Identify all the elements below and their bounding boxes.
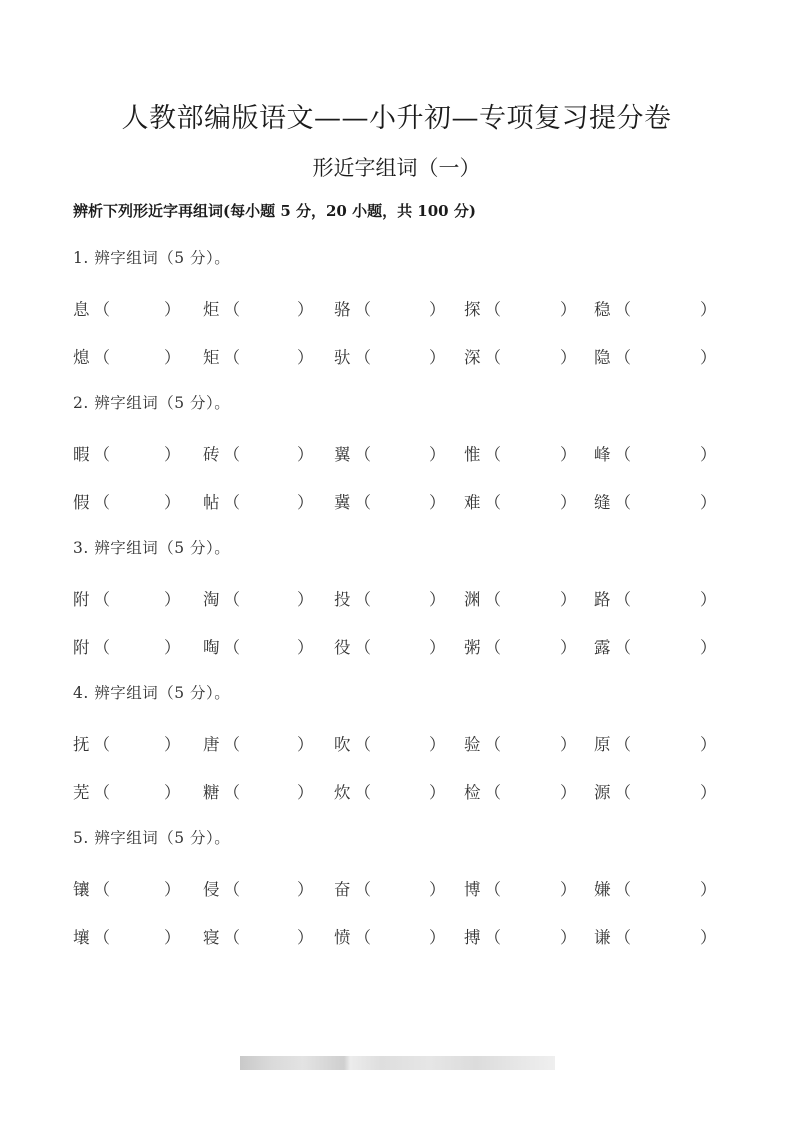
character: 帖 xyxy=(203,493,220,512)
word-item xyxy=(73,344,181,368)
word-item xyxy=(203,586,314,610)
character: 芜 xyxy=(73,783,90,802)
word-item xyxy=(73,634,181,658)
word-item xyxy=(464,344,577,368)
word-item xyxy=(334,296,446,320)
word-item xyxy=(334,876,446,900)
answer-blank-open[interactable]: （ xyxy=(354,783,371,802)
answer-blank-open[interactable]: （ xyxy=(354,880,371,899)
character-row xyxy=(73,731,733,755)
word-item xyxy=(464,489,577,513)
character: 探 xyxy=(464,300,481,319)
answer-blank-open[interactable]: （ xyxy=(223,928,240,947)
word-item xyxy=(73,924,181,948)
character: 吹 xyxy=(334,735,351,754)
character: 炬 xyxy=(203,300,220,319)
answer-blank-close: ） xyxy=(560,445,577,464)
word-item xyxy=(594,441,717,465)
answer-blank-close: ） xyxy=(297,735,314,754)
character: 镶 xyxy=(73,880,90,899)
answer-blank-close: ） xyxy=(560,348,577,367)
answer-blank-close: ） xyxy=(560,783,577,802)
answer-blank-close: ） xyxy=(164,348,181,367)
character: 附 xyxy=(73,590,90,609)
answer-blank-close: ） xyxy=(429,445,446,464)
character: 稳 xyxy=(594,300,611,319)
character: 检 xyxy=(464,783,481,802)
answer-blank-close: ） xyxy=(297,300,314,319)
answer-blank-close: ） xyxy=(700,493,717,512)
answer-blank-open[interactable]: （ xyxy=(484,300,501,319)
character: 嫌 xyxy=(594,880,611,899)
character: 熄 xyxy=(73,348,90,367)
instruction-text: 辨析下列形近字再组词(每小题 5 分，20 小题，共 100 分) xyxy=(73,202,476,220)
word-item xyxy=(203,924,314,948)
character-row xyxy=(73,441,733,465)
answer-blank-close: ） xyxy=(700,445,717,464)
answer-blank-close: ） xyxy=(429,638,446,657)
answer-blank-close: ） xyxy=(429,783,446,802)
answer-blank-open[interactable]: （ xyxy=(484,493,501,512)
answer-blank-open[interactable]: （ xyxy=(223,638,240,657)
answer-blank-open[interactable]: （ xyxy=(484,735,501,754)
word-item xyxy=(203,779,314,803)
answer-blank-open[interactable]: （ xyxy=(93,493,110,512)
answer-blank-open[interactable]: （ xyxy=(484,638,501,657)
answer-blank-open[interactable]: （ xyxy=(484,783,501,802)
answer-blank-open[interactable]: （ xyxy=(614,590,631,609)
section-heading: 4. 辨字组词（5 分）。 xyxy=(73,684,231,702)
answer-blank-open[interactable]: （ xyxy=(614,783,631,802)
character: 驮 xyxy=(334,348,351,367)
answer-blank-open[interactable]: （ xyxy=(223,783,240,802)
character: 啕 xyxy=(203,638,220,657)
answer-blank-close: ） xyxy=(560,735,577,754)
character: 深 xyxy=(464,348,481,367)
word-item xyxy=(594,779,717,803)
answer-blank-close: ） xyxy=(700,348,717,367)
answer-blank-close: ） xyxy=(164,300,181,319)
answer-blank-open[interactable]: （ xyxy=(93,735,110,754)
word-item xyxy=(73,586,181,610)
answer-blank-close: ） xyxy=(700,735,717,754)
word-item xyxy=(464,296,577,320)
word-item xyxy=(203,489,314,513)
answer-blank-close: ） xyxy=(164,445,181,464)
answer-blank-open[interactable]: （ xyxy=(614,445,631,464)
word-item xyxy=(334,634,446,658)
character: 露 xyxy=(594,638,611,657)
answer-blank-close: ） xyxy=(429,348,446,367)
answer-blank-open[interactable]: （ xyxy=(354,445,371,464)
word-item xyxy=(594,344,717,368)
word-item xyxy=(464,634,577,658)
answer-blank-open[interactable]: （ xyxy=(223,300,240,319)
answer-blank-close: ） xyxy=(700,928,717,947)
character: 搏 xyxy=(464,928,481,947)
answer-blank-open[interactable]: （ xyxy=(484,445,501,464)
word-item xyxy=(594,731,717,755)
character: 役 xyxy=(334,638,351,657)
character: 壤 xyxy=(73,928,90,947)
word-item xyxy=(203,296,314,320)
answer-blank-close: ） xyxy=(297,880,314,899)
answer-blank-close: ） xyxy=(429,300,446,319)
answer-blank-open[interactable]: （ xyxy=(484,880,501,899)
answer-blank-close: ） xyxy=(429,928,446,947)
section-heading: 2. 辨字组词（5 分）。 xyxy=(73,394,231,412)
character: 奋 xyxy=(334,880,351,899)
character-row xyxy=(73,296,733,320)
character: 附 xyxy=(73,638,90,657)
character: 博 xyxy=(464,880,481,899)
answer-blank-open[interactable]: （ xyxy=(614,300,631,319)
word-item xyxy=(203,634,314,658)
character: 暇 xyxy=(73,445,90,464)
word-item xyxy=(334,924,446,948)
answer-blank-close: ） xyxy=(700,783,717,802)
character-row xyxy=(73,344,733,368)
answer-blank-close: ） xyxy=(297,928,314,947)
answer-blank-close: ） xyxy=(429,590,446,609)
answer-blank-close: ） xyxy=(429,735,446,754)
answer-blank-open[interactable]: （ xyxy=(354,590,371,609)
answer-blank-close: ） xyxy=(164,880,181,899)
answer-blank-open[interactable]: （ xyxy=(484,928,501,947)
answer-blank-close: ） xyxy=(297,348,314,367)
character: 源 xyxy=(594,783,611,802)
character: 矩 xyxy=(203,348,220,367)
character: 投 xyxy=(334,590,351,609)
character: 路 xyxy=(594,590,611,609)
answer-blank-open[interactable]: （ xyxy=(614,928,631,947)
answer-blank-close: ） xyxy=(297,783,314,802)
word-item xyxy=(73,779,181,803)
word-item xyxy=(73,296,181,320)
answer-blank-close: ） xyxy=(560,928,577,947)
character: 淘 xyxy=(203,590,220,609)
character-row xyxy=(73,876,733,900)
answer-blank-close: ） xyxy=(297,493,314,512)
answer-blank-close: ） xyxy=(700,880,717,899)
word-item xyxy=(73,876,181,900)
word-item xyxy=(334,779,446,803)
character-row xyxy=(73,779,733,803)
word-item xyxy=(334,344,446,368)
answer-blank-open[interactable]: （ xyxy=(223,493,240,512)
answer-blank-open[interactable]: （ xyxy=(93,300,110,319)
word-item xyxy=(464,924,577,948)
answer-blank-close: ） xyxy=(560,493,577,512)
answer-blank-close: ） xyxy=(700,590,717,609)
character-row xyxy=(73,634,733,658)
answer-blank-open[interactable]: （ xyxy=(354,638,371,657)
character: 惟 xyxy=(464,445,481,464)
answer-blank-open[interactable]: （ xyxy=(354,493,371,512)
answer-blank-close: ） xyxy=(297,638,314,657)
word-item xyxy=(464,779,577,803)
blurred-footer-bar xyxy=(240,1056,555,1070)
character: 渊 xyxy=(464,590,481,609)
character: 砖 xyxy=(203,445,220,464)
word-item xyxy=(203,731,314,755)
answer-blank-close: ） xyxy=(560,590,577,609)
answer-blank-open[interactable]: （ xyxy=(484,348,501,367)
word-item xyxy=(464,586,577,610)
answer-blank-open[interactable]: （ xyxy=(614,348,631,367)
word-item xyxy=(73,441,181,465)
section-heading: 1. 辨字组词（5 分）。 xyxy=(73,249,231,267)
character: 翼 xyxy=(334,445,351,464)
word-item xyxy=(73,489,181,513)
character: 糖 xyxy=(203,783,220,802)
character: 侵 xyxy=(203,880,220,899)
answer-blank-close: ） xyxy=(429,880,446,899)
word-item xyxy=(203,876,314,900)
answer-blank-open[interactable]: （ xyxy=(223,348,240,367)
answer-blank-open[interactable]: （ xyxy=(354,300,371,319)
answer-blank-open[interactable]: （ xyxy=(93,928,110,947)
answer-blank-open[interactable]: （ xyxy=(614,638,631,657)
character: 假 xyxy=(73,493,90,512)
answer-blank-close: ） xyxy=(700,300,717,319)
page-title: 人教部编版语文——小升初—专项复习提分卷 xyxy=(121,103,672,134)
word-item xyxy=(464,876,577,900)
word-item xyxy=(334,586,446,610)
answer-blank-close: ） xyxy=(164,735,181,754)
answer-blank-close: ） xyxy=(560,300,577,319)
word-item xyxy=(594,924,717,948)
answer-blank-close: ） xyxy=(164,928,181,947)
answer-blank-close: ） xyxy=(164,590,181,609)
answer-blank-open[interactable]: （ xyxy=(614,493,631,512)
answer-blank-close: ） xyxy=(297,590,314,609)
character: 抚 xyxy=(73,735,90,754)
answer-blank-open[interactable]: （ xyxy=(223,445,240,464)
answer-blank-open[interactable]: （ xyxy=(223,735,240,754)
answer-blank-close: ） xyxy=(164,493,181,512)
word-item xyxy=(203,344,314,368)
character: 冀 xyxy=(334,493,351,512)
word-item xyxy=(594,296,717,320)
character: 难 xyxy=(464,493,481,512)
answer-blank-open[interactable]: （ xyxy=(93,445,110,464)
character: 原 xyxy=(594,735,611,754)
word-item xyxy=(464,731,577,755)
word-item xyxy=(334,489,446,513)
word-item xyxy=(334,441,446,465)
character: 缝 xyxy=(594,493,611,512)
character: 愤 xyxy=(334,928,351,947)
word-item xyxy=(594,489,717,513)
word-item xyxy=(594,876,717,900)
answer-blank-close: ） xyxy=(297,445,314,464)
answer-blank-open[interactable]: （ xyxy=(223,880,240,899)
answer-blank-close: ） xyxy=(700,638,717,657)
character-row xyxy=(73,489,733,513)
word-item xyxy=(203,441,314,465)
answer-blank-open[interactable]: （ xyxy=(93,880,110,899)
word-item xyxy=(334,731,446,755)
answer-blank-open[interactable]: （ xyxy=(93,348,110,367)
answer-blank-open[interactable]: （ xyxy=(223,590,240,609)
answer-blank-open[interactable]: （ xyxy=(354,928,371,947)
character: 寝 xyxy=(203,928,220,947)
answer-blank-close: ） xyxy=(560,638,577,657)
word-item xyxy=(594,634,717,658)
answer-blank-open[interactable]: （ xyxy=(93,783,110,802)
answer-blank-open[interactable]: （ xyxy=(484,590,501,609)
word-item xyxy=(594,586,717,610)
character: 谦 xyxy=(594,928,611,947)
page-subtitle: 形近字组词（一） xyxy=(312,156,481,180)
answer-blank-close: ） xyxy=(164,638,181,657)
section-heading: 3. 辨字组词（5 分）。 xyxy=(73,539,231,557)
character: 峰 xyxy=(594,445,611,464)
answer-blank-close: ） xyxy=(560,880,577,899)
character: 唐 xyxy=(203,735,220,754)
answer-blank-close: ） xyxy=(164,783,181,802)
character: 骆 xyxy=(334,300,351,319)
answer-blank-open[interactable]: （ xyxy=(614,735,631,754)
section-heading: 5. 辨字组词（5 分）。 xyxy=(73,829,231,847)
answer-blank-open[interactable]: （ xyxy=(93,638,110,657)
word-item xyxy=(464,441,577,465)
character: 炊 xyxy=(334,783,351,802)
answer-blank-open[interactable]: （ xyxy=(354,735,371,754)
character: 验 xyxy=(464,735,481,754)
answer-blank-open[interactable]: （ xyxy=(93,590,110,609)
word-item xyxy=(73,731,181,755)
character-row xyxy=(73,586,733,610)
character: 息 xyxy=(73,300,90,319)
character-row xyxy=(73,924,733,948)
answer-blank-open[interactable]: （ xyxy=(614,880,631,899)
answer-blank-close: ） xyxy=(429,493,446,512)
character: 粥 xyxy=(464,638,481,657)
character: 隐 xyxy=(594,348,611,367)
answer-blank-open[interactable]: （ xyxy=(354,348,371,367)
